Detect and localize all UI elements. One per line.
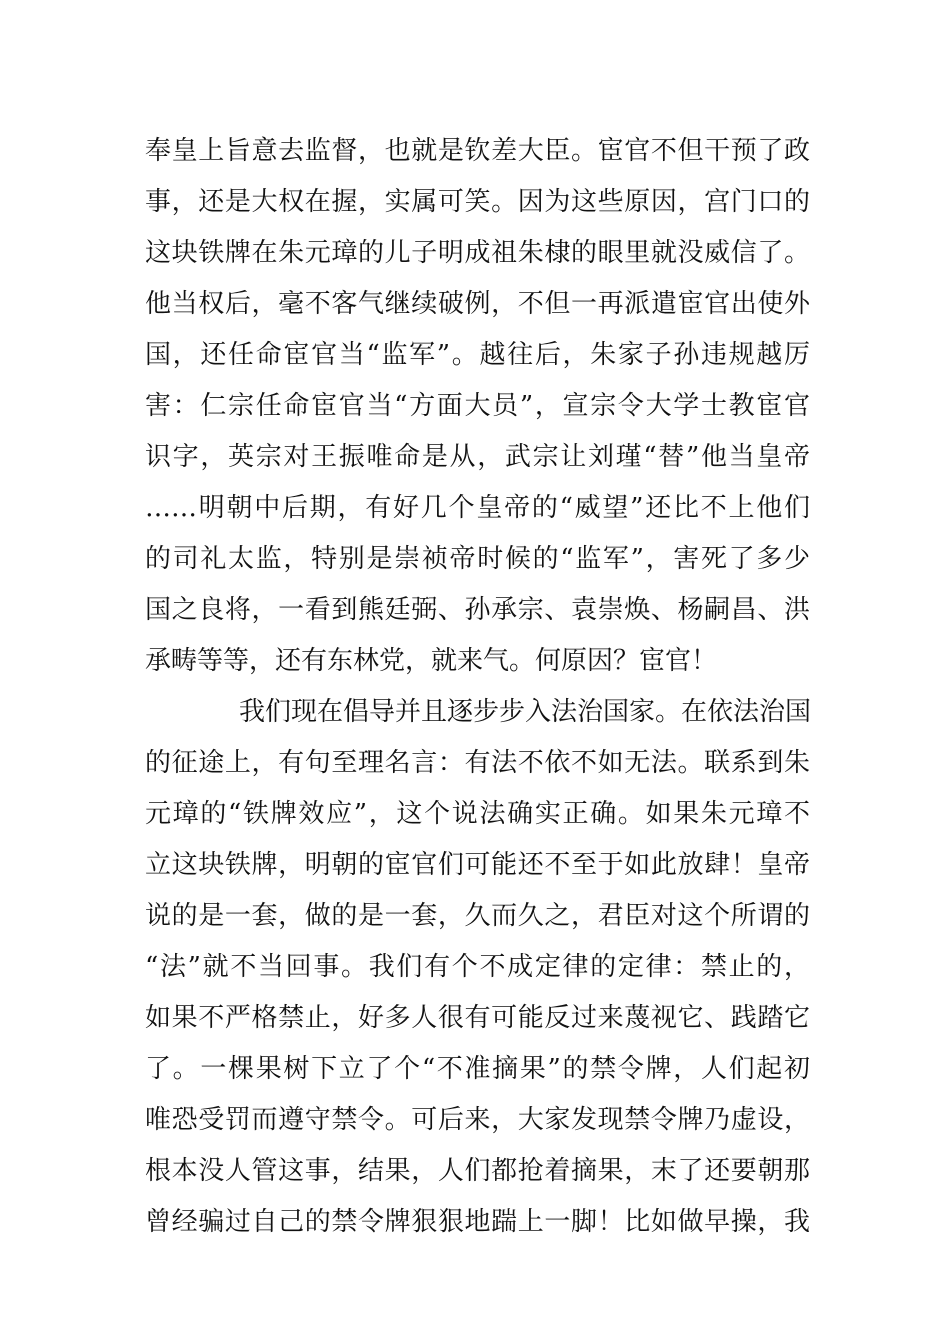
paragraph-1 xyxy=(145,126,810,687)
paragraph-line: 立这块铁牌，明朝的宦官们可能还不至于如此放肆！皇帝 xyxy=(145,850,810,880)
paragraph-2 xyxy=(145,687,810,1248)
paragraph-line: 识字，英宗对王振唯命是从，武宗让刘瑾“替”他当皇帝 xyxy=(145,442,810,472)
paragraph-line: 事，还是大权在握，实属可笑。因为这些原因，宫门口的 xyxy=(145,187,810,217)
paragraph-line: 如果不严格禁止，好多人很有可能反过来蔑视它、践踏它 xyxy=(145,1003,810,1033)
paragraph-line: 承畴等等，还有东林党，就来气。何原因？宦官！ xyxy=(145,646,718,676)
paragraph-line: 他当权后，毫不客气继续破例，不但一再派遣宦官出使外 xyxy=(145,289,810,319)
paragraph-line: 我们现在倡导并且逐步步入法治国家。在依法治国 xyxy=(239,697,812,727)
body-text xyxy=(145,126,810,1248)
paragraph-line: 了。一棵果树下立了个“不准摘果”的禁令牌，人们起初 xyxy=(145,1054,810,1084)
paragraph-line: ……明朝中后期，有好几个皇帝的“威望”还比不上他们 xyxy=(145,493,810,523)
paragraph-line: 国，还任命宦官当“监军”。越往后，朱家子孙违规越厉 xyxy=(145,340,810,370)
paragraph-line: 的司礼太监，特别是崇祯帝时候的“监军”，害死了多少 xyxy=(145,544,810,574)
paragraph-line: 的征途上，有句至理名言：有法不依不如无法。联系到朱 xyxy=(145,748,810,778)
paragraph-line: 害：仁宗任命宦官当“方面大员”，宣宗令大学士教宦官 xyxy=(145,391,810,421)
paragraph-line: 元璋的“铁牌效应”，这个说法确实正确。如果朱元璋不 xyxy=(145,799,810,829)
paragraph-line: 说的是一套，做的是一套，久而久之，君臣对这个所谓的 xyxy=(145,901,810,931)
paragraph-line: 曾经骗过自己的禁令牌狠狠地踹上一脚！比如做早操，我 xyxy=(145,1207,810,1237)
paragraph-line: 奉皇上旨意去监督，也就是钦差大臣。宦官不但干预了政 xyxy=(145,136,810,166)
paragraph-line: 根本没人管这事，结果，人们都抢着摘果，末了还要朝那 xyxy=(145,1156,810,1186)
paragraph-line: 唯恐受罚而遵守禁令。可后来，大家发现禁令牌乃虚设， xyxy=(145,1105,810,1135)
paragraph-line: 这块铁牌在朱元璋的儿子明成祖朱棣的眼里就没威信了。 xyxy=(145,238,810,268)
paragraph-line: “法”就不当回事。我们有个不成定律的定律：禁止的， xyxy=(145,952,810,982)
paragraph-line: 国之良将，一看到熊廷弼、孙承宗、袁崇焕、杨嗣昌、洪 xyxy=(145,595,810,625)
